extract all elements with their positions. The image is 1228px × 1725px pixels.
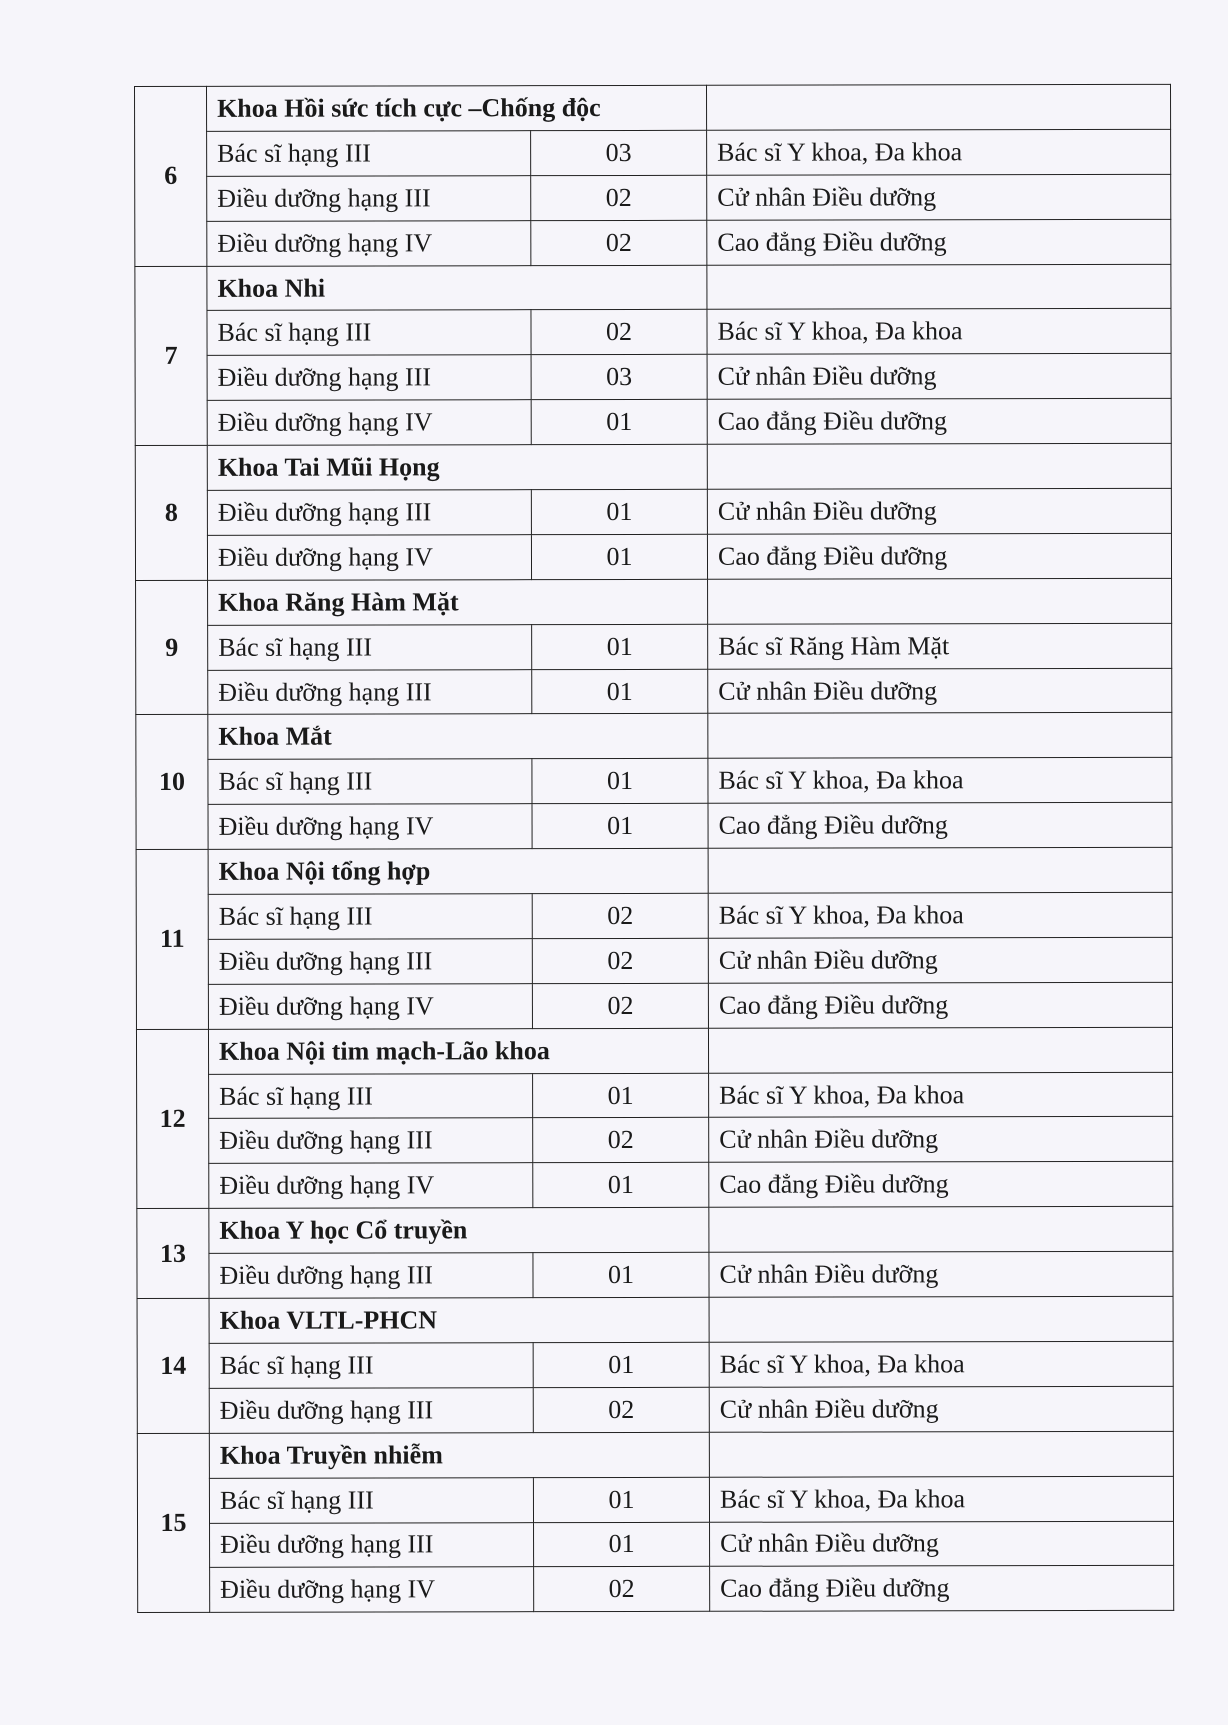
department-header-row xyxy=(136,847,1172,894)
table-row xyxy=(136,892,1172,939)
table-row xyxy=(137,1072,1173,1119)
position-title: Điều dưỡng hạng III xyxy=(209,1253,533,1299)
row-number: 13 xyxy=(137,1209,209,1299)
position-title: Điều dưỡng hạng IV xyxy=(207,535,531,581)
position-title: Điều dưỡng hạng III xyxy=(209,1387,533,1433)
position-quantity: 02 xyxy=(533,1118,709,1163)
row-number: 6 xyxy=(135,86,207,266)
table-row xyxy=(136,982,1172,1029)
qualification-requirement: Cử nhân Điều dưỡng xyxy=(708,937,1172,983)
position-quantity: 01 xyxy=(533,1342,709,1387)
position-quantity: 01 xyxy=(531,489,707,534)
position-title: Bác sĩ hạng III xyxy=(209,1477,533,1523)
position-quantity: 01 xyxy=(533,1477,709,1522)
position-quantity: 01 xyxy=(532,624,708,669)
qualification-requirement: Bác sĩ Y khoa, Đa khoa xyxy=(709,1476,1173,1522)
department-header-row xyxy=(137,1207,1173,1254)
position-quantity: 01 xyxy=(531,534,707,579)
position-quantity: 02 xyxy=(533,1387,709,1432)
department-header-row xyxy=(135,84,1171,131)
table-row xyxy=(136,937,1172,984)
row-number: 8 xyxy=(135,445,207,580)
department-requirement-empty xyxy=(708,847,1172,893)
department-requirement-empty xyxy=(708,578,1172,624)
row-number: 12 xyxy=(136,1029,208,1209)
table-row xyxy=(136,623,1172,670)
position-title: Bác sĩ hạng III xyxy=(208,624,532,670)
position-title: Điều dưỡng hạng IV xyxy=(209,1163,533,1209)
qualification-requirement: Cử nhân Điều dưỡng xyxy=(707,354,1171,400)
row-number: 10 xyxy=(136,715,208,850)
qualification-requirement: Bác sĩ Y khoa, Đa khoa xyxy=(709,1341,1173,1387)
department-requirement-empty xyxy=(709,1296,1173,1342)
department-requirement-empty xyxy=(708,713,1172,759)
department-header-row xyxy=(136,713,1172,760)
staffing-table xyxy=(134,84,1174,1613)
qualification-requirement: Cử nhân Điều dưỡng xyxy=(710,1521,1174,1567)
department-requirement-empty xyxy=(709,1207,1173,1253)
position-title: Bác sĩ hạng III xyxy=(207,310,531,356)
department-name: Khoa Truyền nhiễm xyxy=(209,1432,709,1478)
position-title: Điều dưỡng hạng III xyxy=(207,355,531,401)
table-row xyxy=(138,1521,1174,1568)
department-name: Khoa VLTL-PHCN xyxy=(209,1297,709,1343)
position-quantity: 02 xyxy=(532,938,708,983)
qualification-requirement: Cử nhân Điều dưỡng xyxy=(709,1386,1173,1432)
qualification-requirement: Cao đẳng Điều dưỡng xyxy=(708,803,1172,849)
qualification-requirement: Cao đẳng Điều dưỡng xyxy=(708,982,1172,1028)
position-quantity: 01 xyxy=(532,759,708,804)
qualification-requirement: Bác sĩ Y khoa, Đa khoa xyxy=(709,1072,1173,1118)
table-row xyxy=(135,488,1171,535)
qualification-requirement: Bác sĩ Y khoa, Đa khoa xyxy=(708,758,1172,804)
position-quantity: 02 xyxy=(532,893,708,938)
position-quantity: 01 xyxy=(531,400,707,445)
position-quantity: 02 xyxy=(531,220,707,265)
table-row xyxy=(135,129,1171,176)
position-quantity: 01 xyxy=(533,1163,709,1208)
row-number: 14 xyxy=(137,1298,209,1433)
position-quantity: 01 xyxy=(533,1073,709,1118)
position-quantity: 01 xyxy=(532,669,708,714)
position-quantity: 02 xyxy=(531,175,707,220)
position-title: Điều dưỡng hạng III xyxy=(207,175,531,221)
department-name: Khoa Răng Hàm Mặt xyxy=(208,579,708,625)
position-title: Điều dưỡng hạng III xyxy=(210,1522,534,1568)
department-name: Khoa Hồi sức tích cực –Chống độc xyxy=(207,85,707,131)
row-number: 9 xyxy=(136,580,208,715)
table-row xyxy=(137,1386,1173,1433)
position-quantity: 03 xyxy=(531,355,707,400)
table-row xyxy=(138,1566,1174,1613)
table-row xyxy=(135,219,1171,266)
department-name: Khoa Nội tổng hợp xyxy=(208,848,708,894)
table-row xyxy=(136,758,1172,805)
position-title: Điều dưỡng hạng III xyxy=(208,939,532,985)
row-number: 11 xyxy=(136,849,208,1029)
department-header-row xyxy=(136,578,1172,625)
table-row xyxy=(137,1251,1173,1298)
position-title: Điều dưỡng hạng III xyxy=(209,1118,533,1164)
department-requirement-empty xyxy=(707,443,1171,489)
row-number: 15 xyxy=(137,1433,209,1613)
position-title: Bác sĩ hạng III xyxy=(207,131,531,177)
table-row xyxy=(135,399,1171,446)
qualification-requirement: Cử nhân Điều dưỡng xyxy=(709,1117,1173,1163)
department-requirement-empty xyxy=(709,1431,1173,1477)
department-requirement-empty xyxy=(707,264,1171,310)
position-title: Bác sĩ hạng III xyxy=(209,1073,533,1119)
table-row xyxy=(135,174,1171,221)
qualification-requirement: Cao đẳng Điều dưỡng xyxy=(707,533,1171,579)
position-quantity: 02 xyxy=(532,983,708,1028)
position-quantity: 02 xyxy=(534,1567,710,1612)
qualification-requirement: Bác sĩ Y khoa, Đa khoa xyxy=(707,309,1171,355)
position-quantity: 01 xyxy=(534,1522,710,1567)
position-title: Điều dưỡng hạng IV xyxy=(207,220,531,266)
qualification-requirement: Cao đẳng Điều dưỡng xyxy=(709,1162,1173,1208)
department-name: Khoa Y học Cổ truyền xyxy=(209,1208,709,1254)
department-name: Khoa Mắt xyxy=(208,714,708,760)
position-title: Bác sĩ hạng III xyxy=(209,1343,533,1389)
department-name: Khoa Nhi xyxy=(207,265,707,311)
department-header-row xyxy=(135,264,1171,311)
qualification-requirement: Cao đẳng Điều dưỡng xyxy=(707,219,1171,265)
position-title: Điều dưỡng hạng IV xyxy=(208,983,532,1029)
qualification-requirement: Bác sĩ Răng Hàm Mặt xyxy=(708,623,1172,669)
qualification-requirement: Cử nhân Điều dưỡng xyxy=(707,174,1171,220)
qualification-requirement: Cao đẳng Điều dưỡng xyxy=(710,1566,1174,1612)
department-name: Khoa Tai Mũi Họng xyxy=(207,444,707,490)
row-number: 7 xyxy=(135,266,207,446)
table-row xyxy=(137,1341,1173,1388)
position-quantity: 01 xyxy=(532,804,708,849)
table-row xyxy=(135,354,1171,401)
department-requirement-empty xyxy=(708,1027,1172,1073)
position-title: Điều dưỡng hạng IV xyxy=(207,400,531,446)
position-title: Điều dưỡng hạng III xyxy=(208,669,532,715)
position-title: Điều dưỡng hạng III xyxy=(207,490,531,536)
position-title: Điều dưỡng hạng IV xyxy=(208,804,532,850)
department-requirement-empty xyxy=(706,84,1170,130)
department-header-row xyxy=(137,1431,1173,1478)
qualification-requirement: Cử nhân Điều dưỡng xyxy=(709,1251,1173,1297)
qualification-requirement: Bác sĩ Y khoa, Đa khoa xyxy=(708,892,1172,938)
position-title: Bác sĩ hạng III xyxy=(208,759,532,805)
staffing-table-body xyxy=(135,84,1174,1612)
department-header-row xyxy=(136,1027,1172,1074)
table-row xyxy=(135,533,1171,580)
table-row xyxy=(137,1117,1173,1164)
qualification-requirement: Bác sĩ Y khoa, Đa khoa xyxy=(707,129,1171,175)
qualification-requirement: Cao đẳng Điều dưỡng xyxy=(707,399,1171,445)
table-row xyxy=(136,803,1172,850)
qualification-requirement: Cử nhân Điều dưỡng xyxy=(708,668,1172,714)
table-row xyxy=(136,668,1172,715)
department-name: Khoa Nội tim mạch-Lão khoa xyxy=(208,1028,708,1074)
department-header-row xyxy=(135,443,1171,490)
position-quantity: 03 xyxy=(531,130,707,175)
position-quantity: 02 xyxy=(531,310,707,355)
table-row xyxy=(137,1162,1173,1209)
position-title: Bác sĩ hạng III xyxy=(208,894,532,940)
department-header-row xyxy=(137,1296,1173,1343)
qualification-requirement: Cử nhân Điều dưỡng xyxy=(707,488,1171,534)
position-title: Điều dưỡng hạng IV xyxy=(210,1567,534,1613)
table-row xyxy=(137,1476,1173,1523)
table-row xyxy=(135,309,1171,356)
position-quantity: 01 xyxy=(533,1252,709,1297)
